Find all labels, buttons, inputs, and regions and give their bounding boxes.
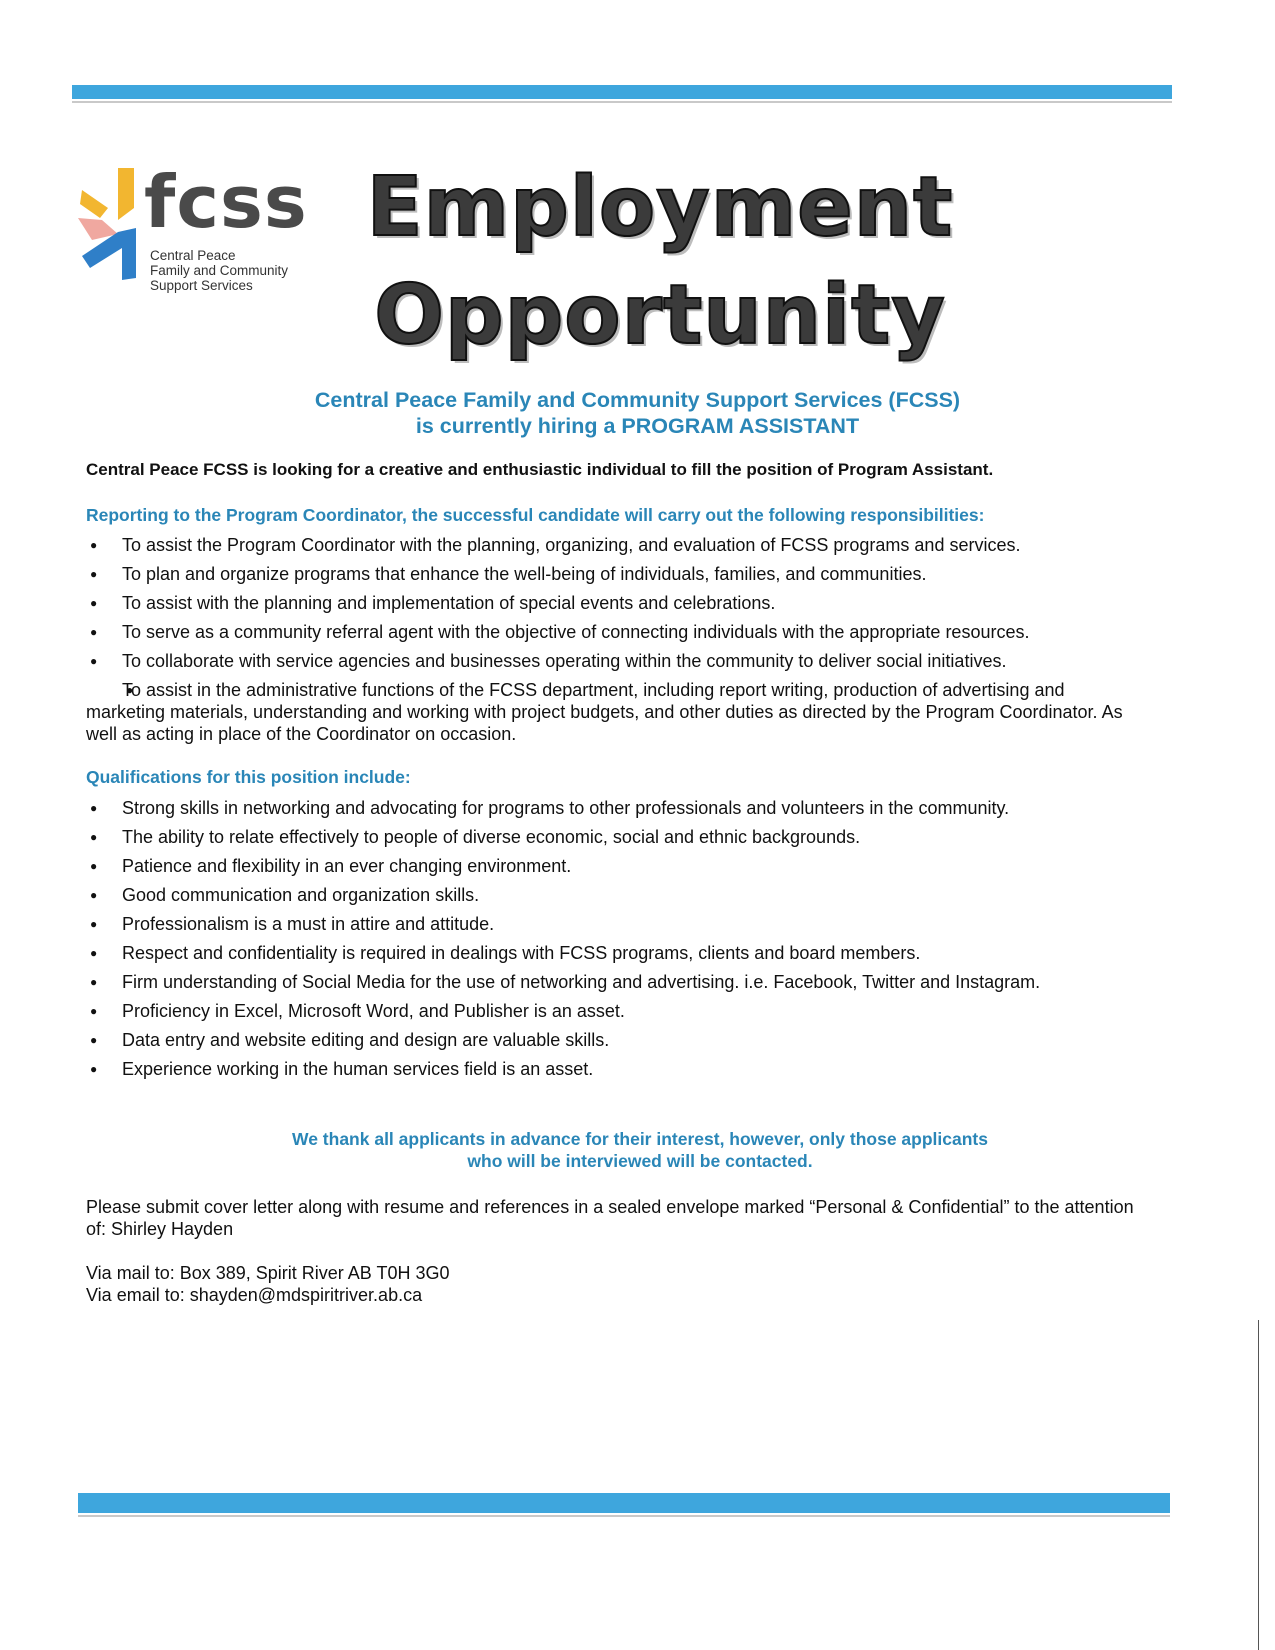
contact-details [86, 1262, 786, 1306]
list-item: ● The ability to relate effectively to people of diverse economic, social and ethnic backgrounds. [86, 826, 1146, 848]
mail-address: Via mail to: Box 389, Spirit River AB T0H 3G0 [86, 1263, 450, 1283]
list-item: ● Firm understanding of Social Media for the use of networking and advertising. i.e. Facebook, Twitter and Instagram. [86, 971, 1146, 993]
fcss-logo [78, 160, 318, 298]
list-item: ● Respect and confidentiality is required in dealings with FCSS programs, clients and board members. [86, 942, 1146, 964]
list-item: ● To collaborate with service agencies and businesses operating within the community to deliver social initiatives. [86, 650, 1146, 672]
qualifications-title: Qualifications for this position include: [86, 767, 411, 787]
headline-line-1: Employment [366, 160, 954, 255]
list-item: ● To assist with the planning and implementation of special events and celebrations. [86, 592, 1146, 614]
subheading: Central Peace Family and Community Support Services (FCSS) is currently hiring a PROGRAM ASSISTANT [314, 388, 961, 438]
top-divider-bar [72, 85, 1172, 99]
list-item: ● Professionalism is a must in attire and attitude. [86, 913, 1146, 935]
list-item: ● Proficiency in Excel, Microsoft Word, and Publisher is an asset. [86, 1000, 1146, 1022]
list-item: ● To serve as a community referral agent with the objective of connecting individuals with the appropriate resources. [86, 621, 1146, 643]
fcss-logo-mark-icon [78, 168, 148, 298]
list-item: ● Data entry and website editing and design are valuable skills. [86, 1029, 1146, 1051]
bottom-divider-bar [78, 1493, 1170, 1513]
email-address: Via email to: shayden@mdspiritriver.ab.ca [86, 1285, 423, 1305]
list-item: ● Good communication and organization skills. [86, 884, 1146, 906]
intro-statement: Central Peace FCSS is looking for a creative and enthusiastic individual to fill the position of Program Assistant. [86, 460, 994, 479]
list-item: ● Strong skills in networking and advocating for programs to other professionals and volunteers in the community. [86, 797, 1146, 819]
scan-edge-line [1258, 1320, 1259, 1650]
list-item: ● To assist the Program Coordinator with the planning, organizing, and evaluation of FCSS programs and services. [86, 534, 1146, 556]
thank-you-note: We thank all applicants in advance for their interest, however, only those applicants who will be interviewed will be contacted. [292, 1129, 988, 1171]
list-item: ● Patience and flexibility in an ever changing environment. [86, 855, 1146, 877]
responsibilities-title: Reporting to the Program Coordinator, the successful candidate will carry out the following responsibilities: [86, 505, 985, 525]
list-item: ● To plan and organize programs that enhance the well-being of individuals, families, and communities. [86, 563, 1146, 585]
headline-line-2: Opportunity [374, 268, 946, 363]
qualifications-list [86, 797, 1146, 1087]
list-item: ● Experience working in the human services field is an asset. [86, 1058, 1146, 1080]
logo-subtitle: Central Peace Family and Community Support Services [150, 248, 289, 293]
responsibilities-list [86, 534, 1146, 752]
list-item: ● To assist in the administrative functions of the FCSS department, including report writing, production of advertising and marketing materials, understanding and working with project budgets, and other duties as directed by the Program Coordinator. As well as acting in place of the Coordinator on occasion. [86, 679, 1146, 745]
logo-wordmark: fcss [144, 160, 308, 244]
submission-instructions: Please submit cover letter along with resume and references in a sealed envelope marked “Personal & Confidential” to the attention of: Shirley Hayden [86, 1197, 1134, 1239]
